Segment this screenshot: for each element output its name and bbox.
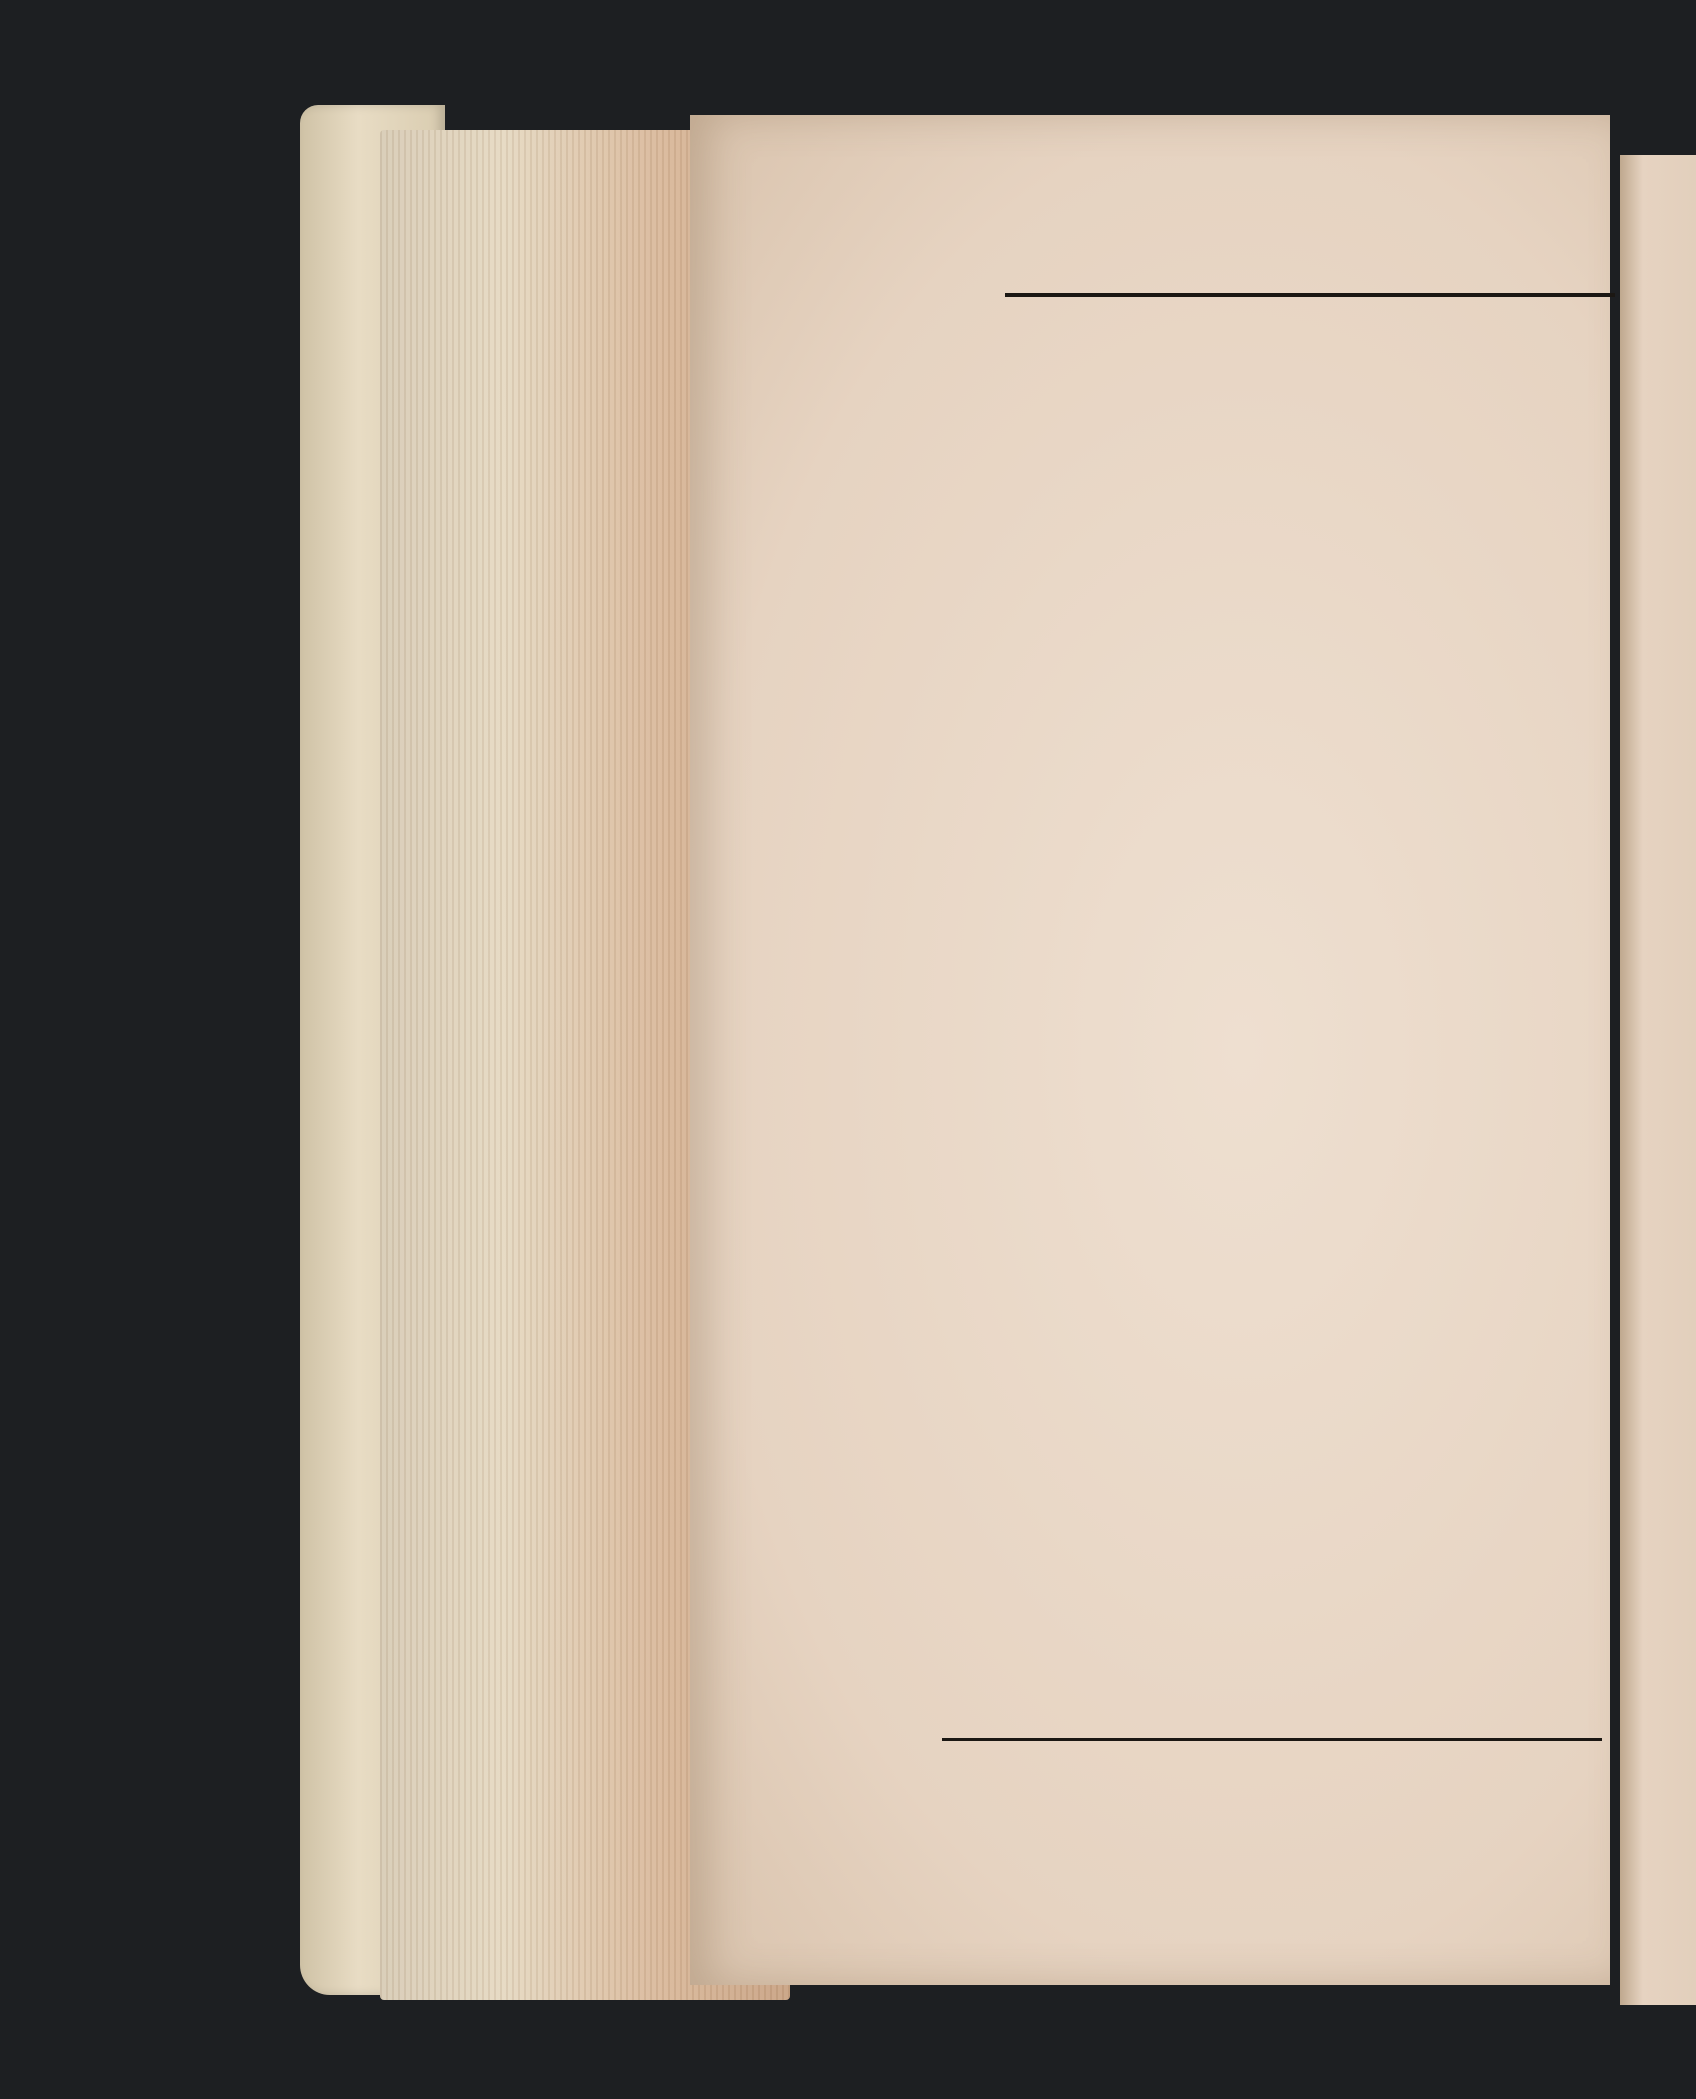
right-page-fragment [1620, 155, 1696, 2005]
footer-rule [942, 1738, 1602, 1741]
drop-cap [958, 1168, 1098, 1338]
header-rule [1005, 293, 1615, 297]
left-page [690, 115, 1610, 1985]
book [300, 105, 1696, 2005]
